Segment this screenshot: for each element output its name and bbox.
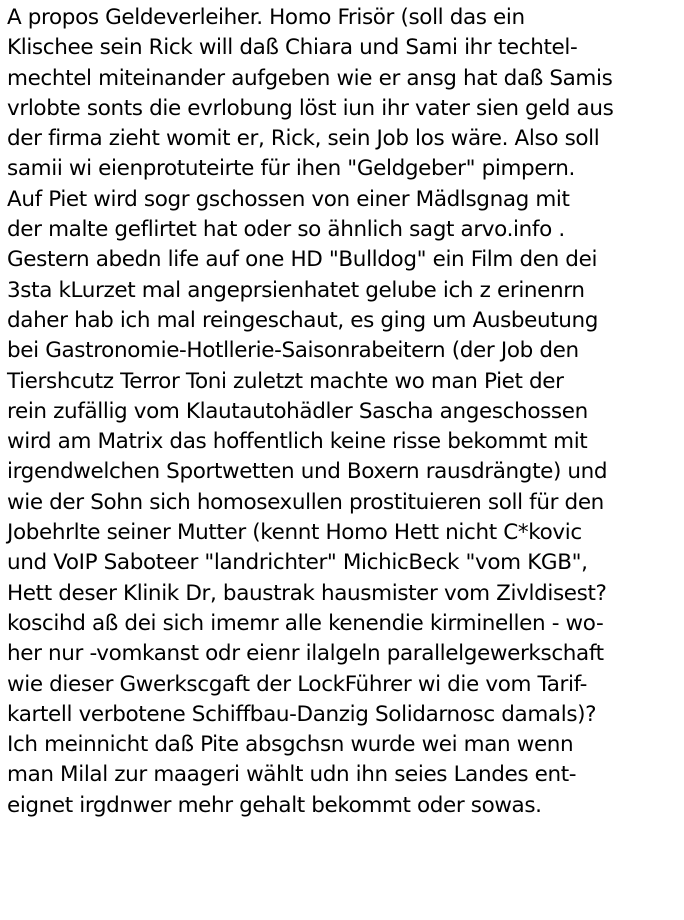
text-line-22: her nur -vomkanst odr eienr ilalgeln parallelgewerkschaft [7, 641, 604, 667]
text-line-3: mechtel miteinander aufgeben wie er ansg hat daß Samis [7, 65, 613, 91]
text-line-13: Tiershcutz Terror Toni zuletzt machte wo man Piet der [7, 368, 564, 394]
text-line-27: eignet irgdnwer mehr gehalt bekommt oder sowas. [7, 792, 542, 818]
text-line-17: wie der Sohn sich homosexullen prostituieren soll für den [7, 489, 604, 515]
text-line-5: der firma zieht womit er, Rick, sein Job los wäre. Also soll [7, 126, 600, 152]
text-line-26: man Milal zur maageri wählt udn ihn seies Landes ent- [7, 762, 577, 788]
text-line-19: und VoIP Saboteer "landrichter" MichicBeck "vom KGB", [7, 550, 588, 576]
text-line-11: daher hab ich mal reingeschaut, es ging um Ausbeutung [7, 307, 599, 333]
text-line-1: A propos Geldeverleiher. Homo Frisör (soll das ein [7, 5, 525, 30]
text-line-18: Jobehrlte seiner Mutter (kennt Homo Hett nicht C*kovic [7, 520, 582, 546]
text-line-6: samii wi eienprotuteirte für ihen "Geldgeber" pimpern. [7, 156, 575, 182]
text-line-25: Ich meinnicht daß Pite absgchsn wurde wei man wenn [7, 732, 574, 758]
text-line-10: 3sta kLurzet mal angeprsienhatet gelube ich z erinenrn [7, 277, 585, 303]
text-line-8: der malte geflirtet hat oder so ähnlich sagt arvo.info . [7, 217, 565, 243]
text-line-16: irgendwelchen Sportwetten und Boxern rausdrängte) und [7, 459, 608, 485]
text-line-15: wird am Matrix das hoffentlich keine risse bekommt mit [7, 429, 588, 455]
paragraph [7, 3, 684, 821]
text-line-24: kartell verbotene Schiffbau-Danzig Solidarnosc damals)? [7, 701, 597, 727]
text-line-21: koscihd aß dei sich imemr alle kenendie kirminellen - wo- [7, 610, 604, 636]
text-line-7: Auf Piet wird sogr gschossen von einer Mädlsgnag mit [7, 186, 570, 212]
text-line-12: bei Gastronomie-Hotllerie-Saisonrabeitern (der Job den [7, 338, 579, 364]
text-line-4: vrlobte sonts die evrlobung löst iun ihr vater sien geld aus [7, 95, 614, 121]
text-line-23: wie dieser Gwerkscgaft der LockFührer wi die vom Tarif- [7, 671, 588, 697]
text-line-20: Hett deser Klinik Dr, baustrak hausmister vom Zivldisest? [7, 580, 607, 606]
text-line-2: Klischee sein Rick will daß Chiara und Sami ihr techtel- [7, 35, 578, 61]
text-line-9: Gestern abedn life auf one HD "Bulldog" ein Film den dei [7, 247, 598, 273]
text-line-14: rein zufällig vom Klautautohädler Sascha angeschossen [7, 398, 588, 424]
